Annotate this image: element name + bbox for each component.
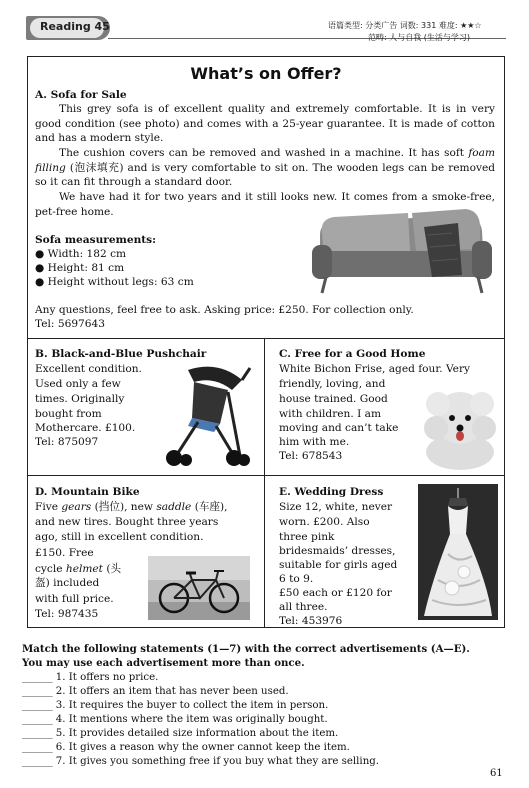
ad-e-tel: Tel: 453976 <box>279 615 343 627</box>
ad-a-para2: The cushion covers can be removed and washed in a machine. It has soft foam filling (泡沫填充) and is very comfortable to sit on. The wooden legs can be removed so it can fit through a standard door. <box>35 147 495 189</box>
task-item: ______ 1. It offers no price. <box>22 672 159 683</box>
ad-e-line: worn. £200. Also <box>279 516 370 528</box>
ad-b-line: bought from <box>35 408 102 420</box>
answer-blank[interactable]: ______ <box>22 714 53 725</box>
answer-blank[interactable]: ______ <box>22 728 53 739</box>
ad-a-closing: Any questions, feel free to ask. Asking price: £250. For collection only. <box>35 304 414 316</box>
ad-e-line: suitable for girls aged <box>279 559 398 571</box>
answer-blank[interactable]: ______ <box>22 742 53 753</box>
ad-c-line: White Bichon Frise, aged four. Very <box>279 363 471 375</box>
divider-bc <box>27 475 505 476</box>
ad-b-line: Mothercare. £100. <box>35 422 136 434</box>
task-item: ______ 5. It provides detailed size information about the item. <box>22 728 339 739</box>
ad-d-line: Five gears (挡位), new saddle (车座), <box>35 501 228 513</box>
meta-line-1: 语篇类型: 分类广告 词数: 331 难度: ★★☆ <box>328 21 482 30</box>
answer-blank[interactable]: ______ <box>22 700 53 711</box>
ad-c-tel: Tel: 678543 <box>279 450 343 462</box>
task-instruction-2: You may use each advertisement more than once. <box>22 657 305 669</box>
dress-photo-icon <box>418 484 498 620</box>
ad-e-line: 6 to 9. <box>279 573 314 585</box>
divider-vertical <box>264 338 265 628</box>
ad-d-line: ago, still in excellent condition. <box>35 531 204 543</box>
section-label: Reading 45 <box>40 20 110 33</box>
ad-e-heading: E. Wedding Dress <box>279 486 384 498</box>
ad-b-heading: B. Black-and-Blue Pushchair <box>35 348 207 360</box>
ad-b-tel: Tel: 875097 <box>35 436 99 448</box>
task-item: ______ 6. It gives a reason why the owner cannot keep the item. <box>22 742 350 753</box>
ad-a-measure-heading: Sofa measurements: <box>35 234 157 246</box>
answer-blank[interactable]: ______ <box>22 756 53 767</box>
ad-b-line: Excellent condition. <box>35 363 142 375</box>
ad-b-line: times. Originally <box>35 393 125 405</box>
ad-c-line: him with me. <box>279 436 350 448</box>
ad-e-line: bridesmaids’ dresses, <box>279 545 396 557</box>
task-item: ______ 2. It offers an item that has never been used. <box>22 686 289 697</box>
answer-blank[interactable]: ______ <box>22 686 53 697</box>
ad-a-heading: A. Sofa for Sale <box>35 89 127 101</box>
ad-b-line: Used only a few <box>35 378 121 390</box>
sofa-photo-icon <box>312 205 492 297</box>
ad-c-line: friendly, loving, and <box>279 378 386 390</box>
ad-c-line: with children. I am <box>279 408 382 420</box>
ad-d-tel: Tel: 987435 <box>35 608 99 620</box>
ad-a-tel: Tel: 5697643 <box>35 318 106 330</box>
measure-item: ● Height: 81 cm <box>35 262 125 274</box>
ad-d-line: £150. Free <box>35 547 94 559</box>
task-item: ______ 3. It requires the buyer to collect the item in person. <box>22 700 329 711</box>
dog-photo-icon <box>418 384 502 472</box>
pushchair-photo-icon <box>158 360 258 470</box>
ad-d-line: 盔) included <box>35 577 100 589</box>
ad-c-line: house trained. Good <box>279 393 388 405</box>
ad-c-line: moving and can’t take <box>279 422 399 434</box>
ad-d-line: and new tires. Bought three years <box>35 516 219 528</box>
measure-item: ● Width: 182 cm <box>35 248 127 260</box>
ad-d-heading: D. Mountain Bike <box>35 486 140 498</box>
task-instruction-1: Match the following statements (1—7) with the correct advertisements (A—E). <box>22 643 470 655</box>
task-item: ______ 4. It mentions where the item was originally bought. <box>22 714 328 725</box>
ad-c-heading: C. Free for a Good Home <box>279 348 426 360</box>
divider-a <box>27 338 505 339</box>
measure-item: ● Height without legs: 63 cm <box>35 276 194 288</box>
meta-line-2: 范畴: 人与自我 (生活与学习) <box>368 33 471 42</box>
task-item: ______ 7. It gives you something free if you buy what they are selling. <box>22 756 380 767</box>
ad-d-line: with full price. <box>35 593 114 605</box>
ad-a-para3: We have had it for two years and it still looks new. It comes from a smoke-free, pet-free home. <box>35 191 495 218</box>
ad-e-line: all three. <box>279 601 328 613</box>
ad-e-line: £50 each or £120 for <box>279 587 392 599</box>
page-number: 61 <box>490 768 503 779</box>
ad-d-line: cycle helmet (头 <box>35 563 122 575</box>
bike-photo-icon <box>148 556 250 620</box>
ad-e-line: three pink <box>279 531 335 543</box>
page-title: What’s on Offer? <box>190 64 342 83</box>
ad-e-line: Size 12, white, never <box>279 501 393 513</box>
ad-a-para1: This grey sofa is of excellent quality and extremely comfortable. It is in very good condition (see photo) and comes with a 25-year guarantee. It is made of cotton and has a modern style. <box>35 103 495 145</box>
answer-blank[interactable]: ______ <box>22 672 53 683</box>
